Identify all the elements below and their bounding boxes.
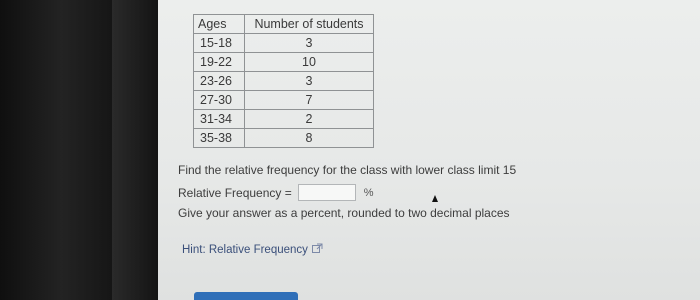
question-panel	[158, 0, 700, 300]
answer-label: Relative Frequency =	[178, 185, 292, 200]
age-cell: 19-22	[194, 53, 245, 72]
instructions-text: Give your answer as a percent, rounded to two decimal places	[178, 206, 510, 220]
hint-link[interactable]	[182, 243, 323, 256]
frequency-table	[193, 14, 374, 148]
age-cell: 15-18	[194, 34, 245, 53]
table-header-row	[194, 15, 374, 34]
count-cell: 10	[245, 53, 374, 72]
external-link-icon	[312, 243, 323, 256]
table-row	[194, 91, 374, 110]
hint-label: Hint: Relative Frequency	[182, 243, 308, 256]
column-header-students: Number of students	[245, 15, 374, 34]
answer-row	[178, 184, 374, 201]
mouse-cursor	[432, 195, 438, 202]
age-cell: 35-38	[194, 129, 245, 148]
question-text: Find the relative frequency for the class with lower class limit 15	[178, 163, 517, 177]
table-row	[194, 129, 374, 148]
submit-button[interactable]	[194, 292, 298, 300]
column-header-ages: Ages	[194, 15, 245, 34]
age-cell: 23-26	[194, 72, 245, 91]
monitor-edge	[112, 0, 158, 300]
count-cell: 3	[245, 34, 374, 53]
table-row	[194, 53, 374, 72]
percent-unit: %	[363, 186, 374, 199]
count-cell: 3	[245, 72, 374, 91]
table-row	[194, 72, 374, 91]
monitor-bezel	[0, 0, 112, 300]
count-cell: 8	[245, 129, 374, 148]
count-cell: 2	[245, 110, 374, 129]
age-cell: 31-34	[194, 110, 245, 129]
table-row	[194, 110, 374, 129]
table-row	[194, 34, 374, 53]
age-cell: 27-30	[194, 91, 245, 110]
relative-frequency-input[interactable]	[298, 184, 356, 201]
count-cell: 7	[245, 91, 374, 110]
